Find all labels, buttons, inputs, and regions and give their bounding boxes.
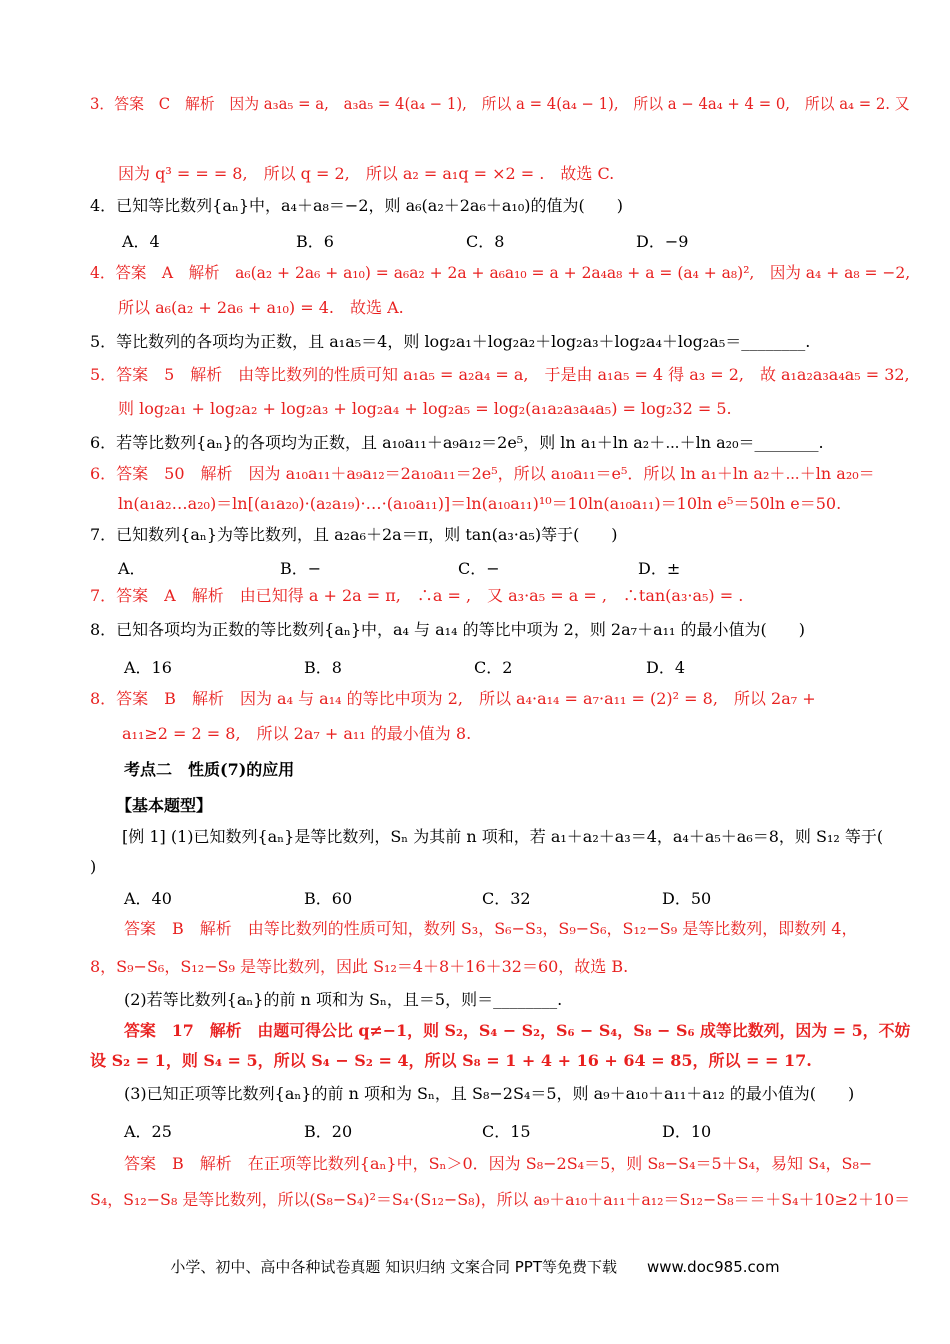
q8-option-a: A．16 bbox=[124, 658, 172, 677]
example1-part1-answer-line1: 答案 B 解析 由等比数列的性质可知，数列 S₃，S₆−S₃，S₉−S₆，S₁₂−S₉ 是等比数列，即数列 4， bbox=[124, 919, 858, 938]
ex1-3-option-a: A．25 bbox=[124, 1122, 172, 1141]
q4-option-d: D．−9 bbox=[636, 232, 689, 251]
q8-options bbox=[0, 655, 950, 675]
ex1-1-option-d: D．50 bbox=[662, 889, 712, 908]
q4-options bbox=[0, 229, 950, 249]
q6-answer-line2: ln(a₁a₂…a₂₀)＝ln[(a₁a₂₀)·(a₂a₁₉)·…·(a₁₀a₁₁)]＝ln(a₁₀a₁₁)¹⁰＝10ln(a₁₀a₁₁)＝10ln e⁵＝50ln e＝50. bbox=[118, 494, 842, 513]
example1-part2-answer-line1: 答案 17 解析 由题可得公比 q≠−1，则 S₂，S₄ − S₂，S₆ − S₄，S₈ − S₆ 成等比数列，因为 = 5，不妨 bbox=[124, 1021, 911, 1040]
q7-question: 7．已知数列{aₙ}为等比数列，且 a₂a₆＋2a＝π，则 tan(a₃·a₅)等于( ) bbox=[90, 525, 618, 544]
q8-question: 8．已知各项均为正数的等比数列{aₙ}中，a₄ 与 a₁₄ 的等比中项为 2，则 2a₇＋a₁₁ 的最小值为( ) bbox=[90, 620, 806, 639]
q4-question: 4．已知等比数列{aₙ}中，a₄＋a₈＝−2，则 a₆(a₂＋2a₆＋a₁₀)的值为( ) bbox=[90, 196, 623, 215]
example1-part1-options bbox=[0, 886, 950, 906]
q7-options bbox=[0, 556, 950, 576]
ex1-1-option-b: B．60 bbox=[304, 889, 353, 908]
q5-answer-line2: 则 log₂a₁ + log₂a₂ + log₂a₃ + log₂a₄ + log₂a₅ = log₂(a₁a₂a₃a₄a₅) = log₂32 = 5. bbox=[118, 399, 732, 418]
q5-question: 5．等比数列的各项均为正数，且 a₁a₅＝4，则 log₂a₁＋log₂a₂＋log₂a₃＋log₂a₄＋log₂a₅＝________. bbox=[90, 332, 811, 351]
q7-option-a: A． bbox=[118, 559, 146, 578]
ex1-3-option-d: D．10 bbox=[662, 1122, 712, 1141]
q6-question: 6．若等比数列{aₙ}的各项均为正数，且 a₁₀a₁₁＋a₉a₁₂＝2e⁵，则 ln a₁＋ln a₂＋⋯＋ln a₂₀＝________. bbox=[90, 433, 824, 452]
q7-option-b: B．− bbox=[280, 559, 322, 578]
example1-part1-question-close: ) bbox=[90, 857, 97, 876]
ex1-1-option-c: C．32 bbox=[482, 889, 531, 908]
q4-answer-line1: 4．答案 A 解析 a₆(a₂ + 2a₆ + a₁₀) = a₆a₂ + 2a + a₆a₁₀ = a + 2a₄a₈ + a = (a₄ + a₈)², 因为 a₄ + a₈ = −2, bbox=[90, 263, 911, 282]
q8-option-d: D．4 bbox=[646, 658, 686, 677]
q3-answer-line1: 3．答案 C 解析 因为 a₃a₅ = a, a₃a₅ = 4(a₄ − 1), 所以 a = 4(a₄ − 1), 所以 a − 4a₄ + 4 = 0, 所以 a₄ = 2. 又 bbox=[90, 95, 910, 113]
q8-answer-line2: a₁₁≥2 = 2 = 8, 所以 2a₇ + a₁₁ 的最小值为 8. bbox=[122, 724, 472, 743]
ex1-3-option-b: B．20 bbox=[304, 1122, 353, 1141]
q4-option-b: B．6 bbox=[296, 232, 334, 251]
example1-part3-answer-line1: 答案 B 解析 在正项等比数列{aₙ}中，Sₙ＞0．因为 S₈−2S₄＝5，则 S₈−S₄＝5＋S₄，易知 S₄，S₈− bbox=[124, 1154, 873, 1173]
q6-answer-line1: 6．答案 50 解析 因为 a₁₀a₁₁＋a₉a₁₂＝2a₁₀a₁₁＝2e⁵，所以 a₁₀a₁₁＝e⁵．所以 ln a₁＋ln a₂＋⋯＋ln a₂₀＝ bbox=[90, 464, 875, 483]
q8-answer-line1: 8．答案 B 解析 因为 a₄ 与 a₁₄ 的等比中项为 2, 所以 a₄·a₁₄ = a₇·a₁₁ = (2)² = 8, 所以 2a₇ + bbox=[90, 689, 816, 708]
q3-answer-line2: 因为 q³ = = = 8, 所以 q = 2, 所以 a₂ = a₁q = ×2 = . 故选 C. bbox=[118, 164, 615, 183]
q4-answer-line2: 所以 a₆(a₂ + 2a₆ + a₁₀) = 4. 故选 A. bbox=[118, 298, 404, 317]
example1-part1-question: [例 1] (1)已知数列{aₙ}是等比数列，Sₙ 为其前 n 项和，若 a₁＋a₂＋a₃＝4，a₄＋a₅＋a₆＝8，则 S₁₂ 等于( bbox=[122, 827, 884, 846]
q7-option-c: C．− bbox=[458, 559, 500, 578]
subsection-heading: 【基本题型】 bbox=[116, 796, 213, 815]
q4-option-c: C．8 bbox=[466, 232, 505, 251]
example1-part2-answer-line2: 设 S₂ = 1，则 S₄ = 5，所以 S₄ − S₂ = 4，所以 S₈ = 1 + 4 + 16 + 64 = 85，所以 = = 17. bbox=[90, 1051, 812, 1070]
q7-answer: 7．答案 A 解析 由已知得 a + 2a = π, ∴a = , 又 a₃·a₅ = a = , ∴tan(a₃·a₅) = . bbox=[90, 586, 744, 605]
q7-option-d: D．± bbox=[638, 559, 681, 578]
example1-part1-answer-line2: 8，S₉−S₆，S₁₂−S₉ 是等比数列，因此 S₁₂＝4＋8＋16＋32＝60，故选 B. bbox=[90, 957, 629, 976]
example1-part3-question: (3)已知正项等比数列{aₙ}的前 n 项和为 Sₙ，且 S₈−2S₄＝5，则 a₉＋a₁₀＋a₁₁＋a₁₂ 的最小值为( ) bbox=[124, 1084, 855, 1103]
q5-answer-line1: 5．答案 5 解析 由等比数列的性质可知 a₁a₅ = a₂a₄ = a, 于是由 a₁a₅ = 4 得 a₃ = 2, 故 a₁a₂a₃a₄a₅ = 32, bbox=[90, 365, 910, 384]
page-footer: 小学、初中、高中各种试卷真题 知识归纳 文案合同 PPT等免费下载 www.doc985.com bbox=[170, 1258, 780, 1276]
q8-option-b: B．8 bbox=[304, 658, 342, 677]
example1-part3-options bbox=[0, 1119, 950, 1139]
ex1-1-option-a: A．40 bbox=[124, 889, 172, 908]
q8-option-c: C．2 bbox=[474, 658, 513, 677]
q4-option-a: A．4 bbox=[122, 232, 160, 251]
example1-part2-question: (2)若等比数列{aₙ}的前 n 项和为 Sₙ，且＝5，则＝________. bbox=[124, 990, 563, 1009]
ex1-3-option-c: C．15 bbox=[482, 1122, 531, 1141]
example1-part3-answer-line2: S₄，S₁₂−S₈ 是等比数列，所以(S₈−S₄)²＝S₄·(S₁₂−S₈)，所以 a₉＋a₁₀＋a₁₁＋a₁₂＝S₁₂−S₈＝＝＋S₄＋10≥2＋10＝ bbox=[90, 1190, 910, 1209]
section-heading: 考点二 性质(7)的应用 bbox=[124, 760, 295, 779]
